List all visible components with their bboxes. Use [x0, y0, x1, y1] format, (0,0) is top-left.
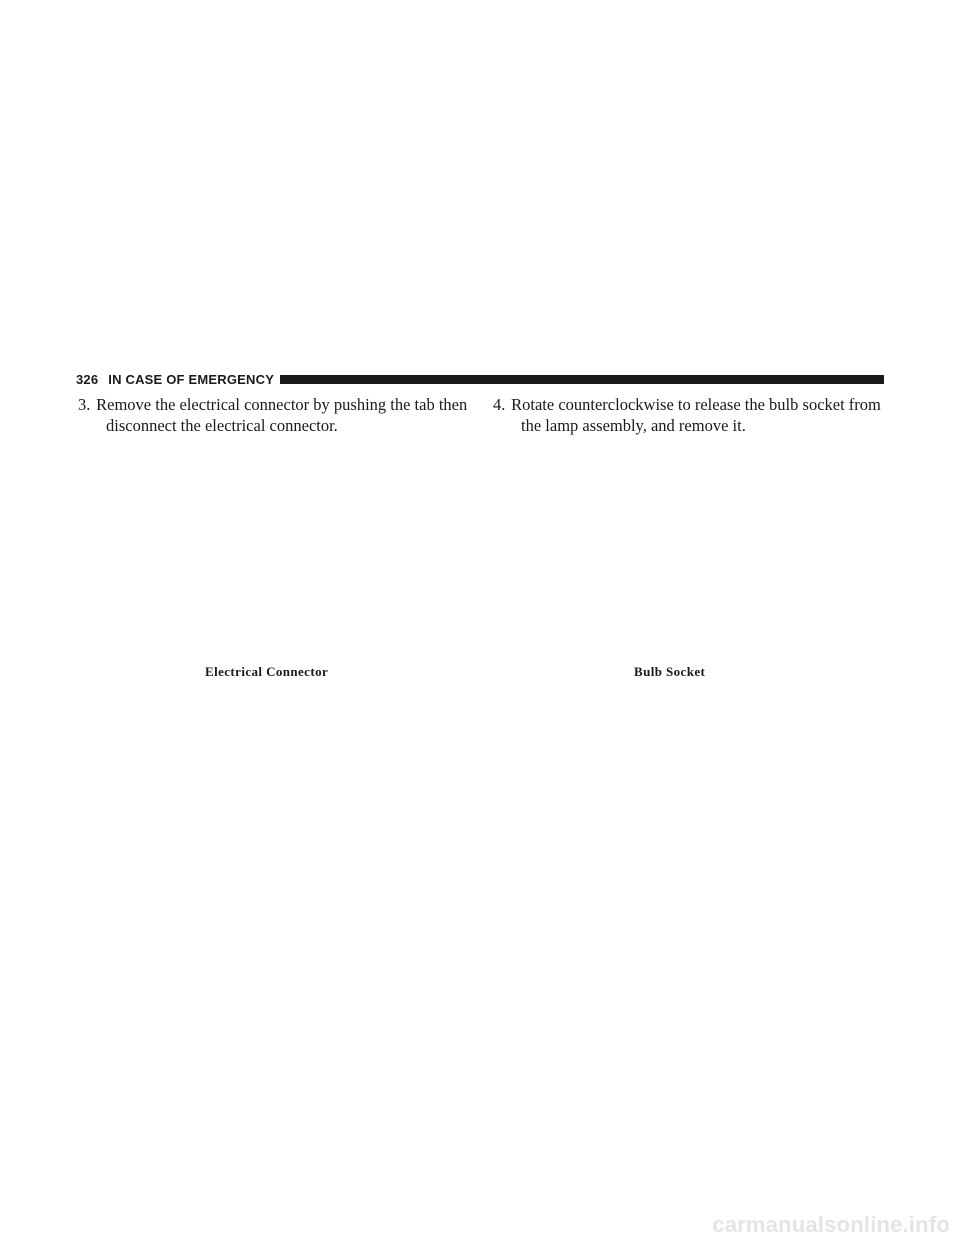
page-header — [76, 369, 884, 389]
step-3-text-2: disconnect the electrical connector. — [106, 416, 338, 435]
step-3-text-1: Remove the electrical connector by pushing the tab then — [96, 395, 468, 414]
page-number: 326 — [76, 371, 99, 387]
step-3-line-1 — [78, 394, 478, 415]
step-4-line-1 — [493, 394, 893, 415]
step-4-number: 4. — [493, 395, 506, 414]
step-3 — [78, 394, 478, 436]
step-4-text-1: Rotate counterclockwise to release the bulb socket from — [511, 395, 881, 414]
step-4 — [493, 394, 893, 436]
bulb-socket-figure — [493, 450, 883, 650]
electrical-connector-figure — [78, 450, 478, 650]
watermark-text: carmanualsonline.info — [712, 1212, 950, 1237]
step-4-text-2: the lamp assembly, and remove it. — [521, 416, 746, 435]
section-title: IN CASE OF EMERGENCY — [108, 371, 275, 387]
step-3-number: 3. — [78, 395, 91, 414]
figure-caption-electrical-connector: Electrical Connector — [205, 664, 329, 679]
figure-caption-bulb-socket: Bulb Socket — [634, 664, 706, 679]
header-rule — [280, 375, 884, 384]
